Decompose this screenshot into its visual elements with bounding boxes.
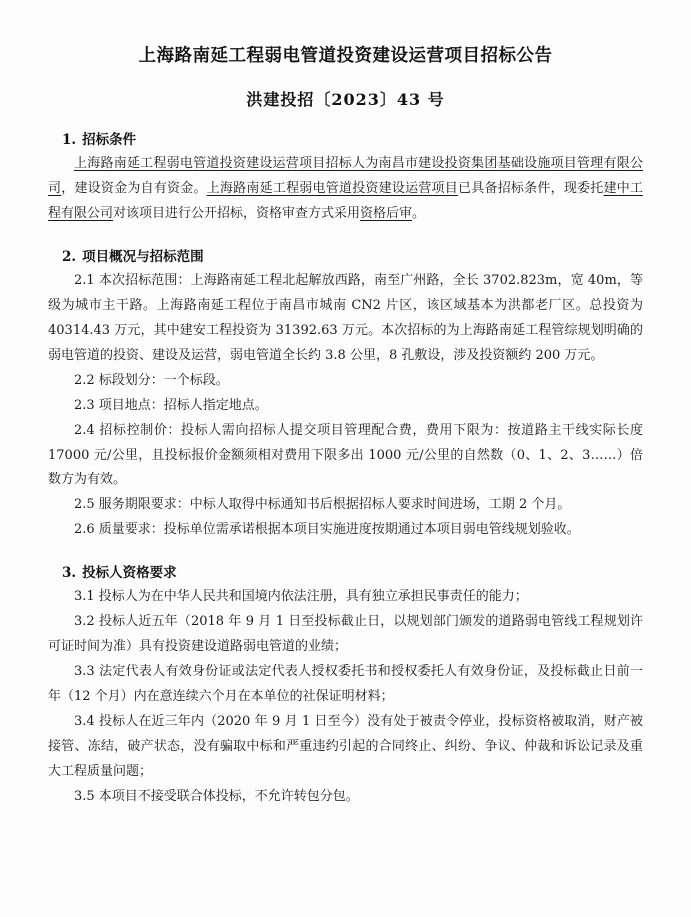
- paragraph: 2.5 服务期限要求：中标人取得中标通知书后根据招标人要求时间进场，工期 2 个月。: [74, 497, 571, 513]
- paragraph: 3.4 投标人在近三年内（2020 年 9 月 1 日至今）没有处于被责令停业，投标资格被取消，财产被接管、冻结，破产状态，没有骗取中标和严重违约引起的合同终止、纠纷、争议、仲裁和诉讼记录及重大工程质量问题；: [48, 714, 643, 780]
- underlined-text: 建中工程有限公司: [48, 180, 643, 221]
- underlined-text: 上海路南延工程弱电管道投资建设运营项目招标人为: [74, 156, 379, 171]
- section-number-3: 3.: [62, 565, 77, 582]
- paragraph: 上海路南延工程弱电管道投资建设运营项目招标人为南昌市建设投资集团基础设施项目管理有限公司，建设资金为自有资金。上海路南延工程弱电管道投资建设运营项目已具备招标条件，现委托建中工程有限公司对该项目进行公开招标，资格审查方式采用资格后审。: [48, 156, 643, 221]
- paragraph: 2.4 招标控制价：投标人需向招标人提交项目管理配合费，费用下限为：按道路主干线实际长度 17000 元/公里，且投标报价金额须相对费用下限多出 1000 元/公里的自然数（0、1、2、3……）倍数方为有效。: [48, 422, 643, 488]
- paragraph: 3.5 本项目不接受联合体投标，不允许转包分包。: [74, 788, 359, 804]
- underlined-text: 上海路南延工程弱电管道投资建设运营项目: [206, 180, 459, 196]
- page-title: 上海路南延工程弱电管道投资建设运营项目招标公告: [138, 46, 553, 66]
- section-1-content: [48, 152, 643, 227]
- paragraph: 2.3 项目地点：招标人指定地点。: [74, 397, 268, 413]
- document-number: 洪建投招〔2023〕43 号: [246, 90, 445, 109]
- underlined-text: 上海路南延工程弱电管道投资建设运营项目: [74, 156, 326, 171]
- section-title-3: 投标人资格要求: [82, 565, 177, 582]
- underlined-text: 资格后审: [360, 205, 413, 221]
- paragraph: 3.3 法定代表人有效身份证或法定代表人授权委托书和授权委托人有效身份证，及投标截止日前一年（12 个月）内在意连续六个月在本单位的社保证明材料；: [48, 664, 643, 705]
- section-title-2: 项目概况与招标范围: [82, 248, 204, 265]
- section-heading-1: [62, 128, 643, 148]
- section-2-content: [48, 269, 643, 543]
- paragraph: 3.2 投标人近五年（2018 年 9 月 1 日至投标截止日，以规划部门颁发的道路弱电管线工程规划许可证时间为准）具有投资建设道路弱电管道的业绩；: [48, 614, 643, 655]
- section-number-1: 1.: [62, 132, 77, 148]
- paragraph: 2.2 标段划分：一个标段。: [74, 372, 229, 388]
- section-heading-2: [62, 245, 643, 265]
- paragraph: 2.1 本次招标范围：上海路南延工程北起解放西路，南至广州路，全长 3702.823m，宽 40m，等级为城市主干路。上海路南延工程位于南昌市城南 CN2 片区，该区域基本为洪都老厂区。总投资为 40314.43 万元，其中建安工程投资为 31392.63 万元。本次招标的为上海路南延工程管综规划明确的弱电管道的投资、建设及运营，弱电管道全长约 3.8 公里，8 孔敷设，涉及投资额约 200 万元。: [48, 272, 643, 363]
- paragraph: 3.1 投标人为在中华人民共和国境内依法注册，具有独立承担民事责任的能力；: [74, 589, 528, 605]
- section-3-content: [48, 585, 643, 810]
- section-heading-3: [62, 561, 643, 581]
- paragraph: 2.6 质量要求：投标单位需承诺根据本项目实施进度按期通过本项目弱电管线规划验收。: [74, 522, 580, 538]
- section-title-1: 招标条件: [82, 132, 137, 148]
- section-number-2: 2.: [62, 248, 77, 265]
- document-body: [42, 128, 649, 810]
- underlined-text: 南昌市建设投资集团基础设施项目管理有限公司: [48, 156, 643, 196]
